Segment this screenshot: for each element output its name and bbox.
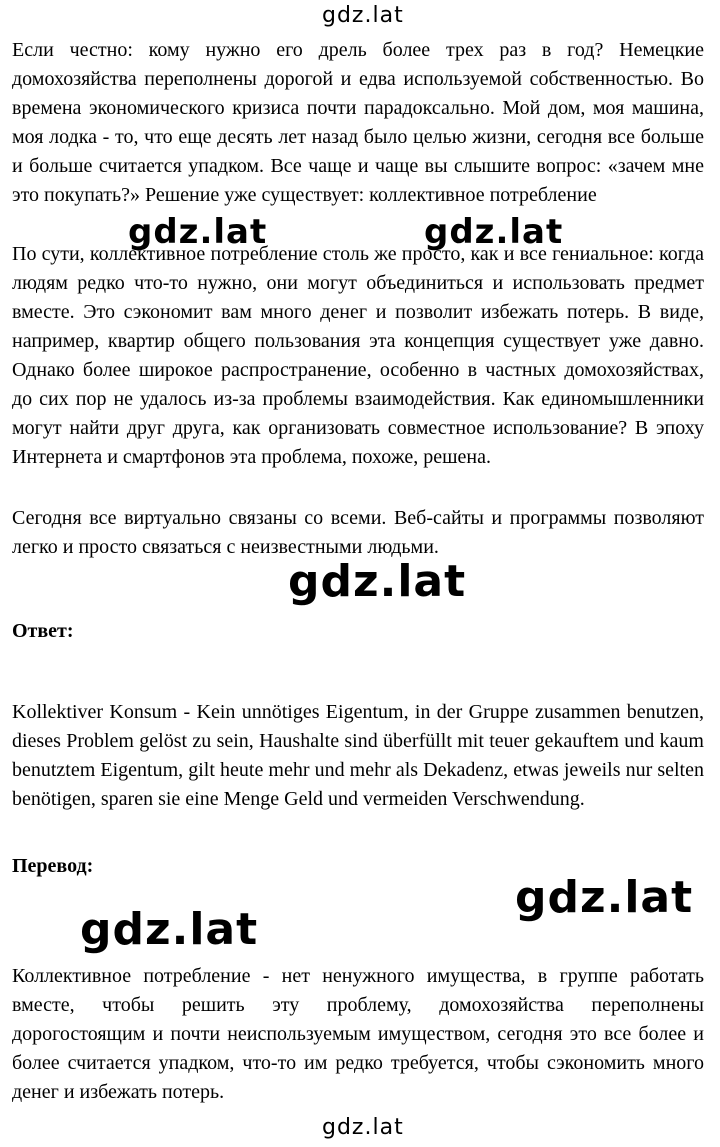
watermark-lower-left: gdz.lat: [80, 904, 259, 955]
watermark-bottom: gdz.lat: [322, 1115, 404, 1140]
answer-label: Ответ:: [12, 620, 74, 642]
watermark-center: gdz.lat: [288, 556, 467, 607]
watermark-left-2: gdz.lat: [424, 212, 564, 252]
translation-text: Коллективное потребление - нет ненужного имущества, в группе работать вместе, чтобы решить эту проблему, домохозяйства переполнены дорогостоящим и почти неиспользуемым имуществом, сегодня это все более и более считается упадком, что-то им редко требуется, чтобы сэкономить много денег и избежать потерь.: [12, 965, 704, 1103]
watermark-top: gdz.lat: [322, 3, 404, 28]
translation-label: Перевод:: [12, 855, 94, 877]
task-paragraph-3: Сегодня все виртуально связаны со всеми. Веб-сайты и программы позволяют легко и просто связаться с неизвестными людьми.: [12, 507, 704, 558]
task-paragraph-2: По сути, коллективное потребление столь же просто, как и все гениальное: когда людям редко что-то нужно, они могут объединиться и использовать предмет вместе. Это сэкономит вам много денег и позволит избежать потерь. В виде, например, квартир общего пользования эта концепция существует уже давно. Однако более широкое распространение, особенно в частных домохозяйствах, до сих пор не удалось из-за проблемы взаимодействия. Как единомышленники могут найти друг друга, как организовать совместное использование? В эпоху Интернета и смартфонов эта проблема, похоже, решена.: [12, 243, 704, 468]
task-paragraph-1: Если честно: кому нужно его дрель более трех раз в год? Немецкие домохозяйства переполнены дорогой и едва используемой собственностью. Во времена экономического кризиса почти парадоксально. Мой дом, моя машина, моя лодка - то, что еще десять лет назад было целью жизни, сегодня все больше и больше считается упадком. Все чаще и чаще вы слышите вопрос: «зачем мне это покупать?» Решение уже существует: коллективное потребление: [12, 39, 704, 206]
answer-text: Kollektiver Konsum - Kein unnötiges Eigentum, in der Gruppe zusammen benutzen, dieses Problem gelöst zu sein, Haushalte sind überfüllt mit teuer gekauftem und kaum benutztem Eigentum, gilt heute mehr und mehr als Dekadenz, etwas jeweils nur selten benötigen, sparen sie eine Menge Geld und vermeiden Verschwendung.: [12, 701, 704, 810]
watermark-right: gdz.lat: [515, 872, 694, 923]
watermark-left-1: gdz.lat: [128, 212, 268, 252]
